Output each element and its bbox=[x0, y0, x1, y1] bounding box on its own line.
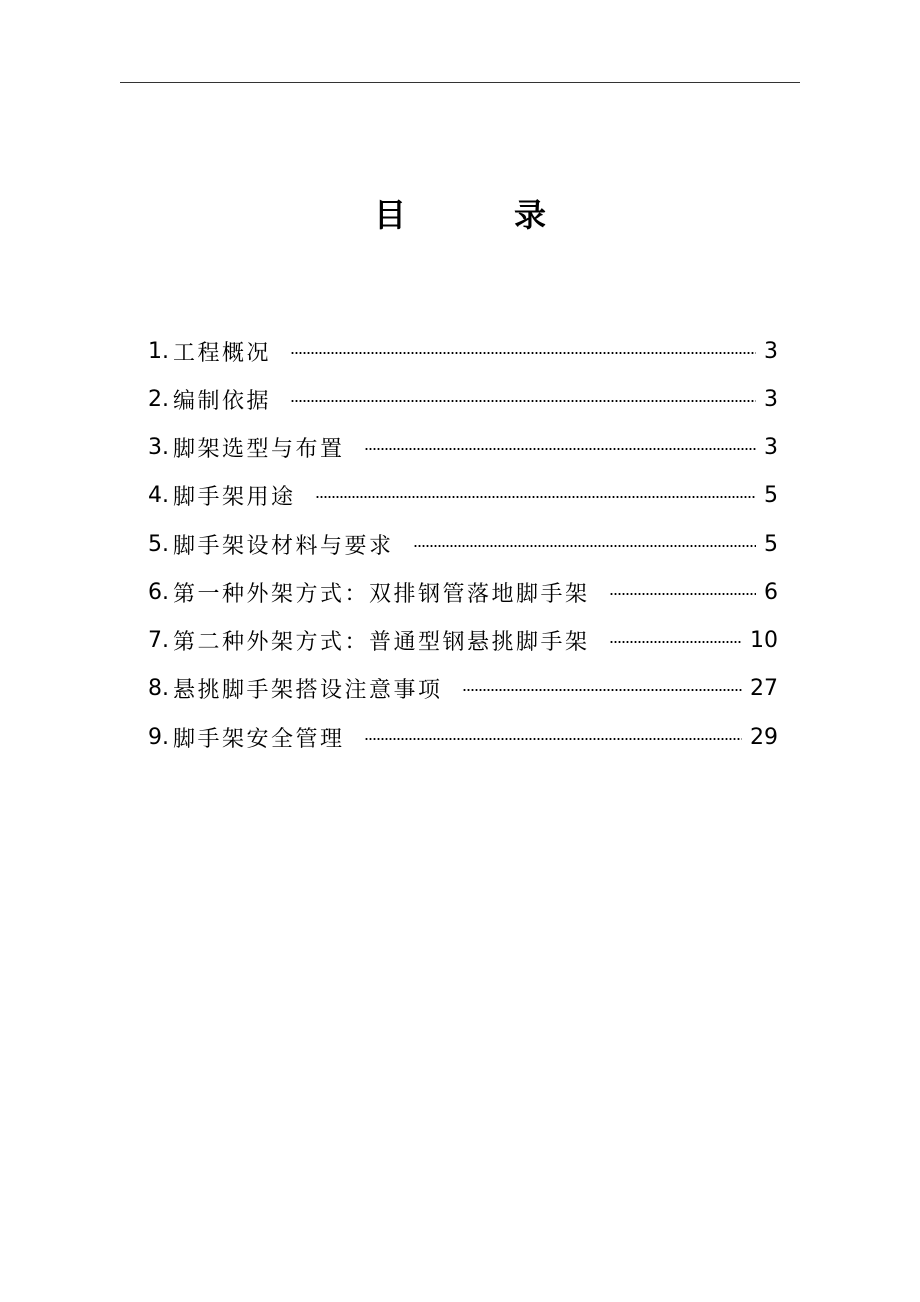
toc-entry-title: 悬挑脚手架搭设注意事项 bbox=[173, 678, 443, 704]
header-rule bbox=[120, 82, 800, 83]
toc-entry-title: 工程概况 bbox=[173, 340, 272, 366]
toc-entry bbox=[148, 617, 778, 665]
toc-dot-leader bbox=[414, 544, 756, 548]
toc-entry bbox=[148, 568, 778, 616]
toc-entry-number: 2. bbox=[148, 386, 169, 412]
toc-entry-number: 5. bbox=[148, 531, 169, 557]
toc-entry bbox=[148, 472, 778, 520]
toc-dot-leader bbox=[610, 640, 742, 644]
toc-entry-title: 第二种外架方式：普通型钢悬挑脚手架 bbox=[173, 630, 590, 656]
toc-page-number: 10 bbox=[750, 628, 778, 654]
toc-entry bbox=[148, 375, 778, 423]
toc-page-number: 3 bbox=[764, 338, 778, 364]
toc-entry-title: 编制依据 bbox=[173, 388, 272, 414]
toc-entry-number: 9. bbox=[148, 724, 169, 750]
toc-entry-number: 6. bbox=[148, 579, 169, 605]
toc-page-number: 6 bbox=[764, 579, 778, 605]
page-title: 录 bbox=[514, 196, 547, 234]
toc-entry-number: 3. bbox=[148, 435, 169, 461]
toc-dot-leader bbox=[365, 447, 756, 451]
toc-entry-number: 4. bbox=[148, 483, 169, 509]
toc-entry bbox=[148, 424, 778, 472]
table-of-contents bbox=[148, 327, 778, 761]
toc-page-number: 3 bbox=[764, 435, 778, 461]
toc-page-number: 5 bbox=[764, 531, 778, 557]
toc-entry-title: 脚手架设材料与要求 bbox=[173, 533, 394, 559]
toc-entry-title: 第一种外架方式：双排钢管落地脚手架 bbox=[173, 581, 590, 607]
toc-dot-leader bbox=[610, 592, 756, 596]
toc-dot-leader bbox=[316, 495, 756, 499]
toc-entry bbox=[148, 327, 778, 375]
toc-entry-number: 1. bbox=[148, 338, 169, 364]
toc-page-number: 27 bbox=[750, 676, 778, 702]
toc-dot-leader bbox=[291, 351, 756, 355]
toc-page-number: 29 bbox=[750, 724, 778, 750]
toc-entry bbox=[148, 713, 778, 761]
toc-entry bbox=[148, 520, 778, 568]
toc-entry bbox=[148, 665, 778, 713]
toc-dot-leader bbox=[365, 737, 742, 741]
toc-page-number: 3 bbox=[764, 386, 778, 412]
toc-dot-leader bbox=[463, 688, 742, 692]
toc-entry-title: 脚手架用途 bbox=[173, 485, 296, 511]
toc-entry-number: 8. bbox=[148, 676, 169, 702]
toc-dot-leader bbox=[291, 399, 756, 403]
toc-entry-title: 脚手架安全管理 bbox=[173, 726, 345, 752]
toc-entry-title: 脚架选型与布置 bbox=[173, 437, 345, 463]
toc-page-number: 5 bbox=[764, 483, 778, 509]
page-title: 目 bbox=[374, 196, 407, 234]
toc-entry-number: 7. bbox=[148, 628, 169, 654]
